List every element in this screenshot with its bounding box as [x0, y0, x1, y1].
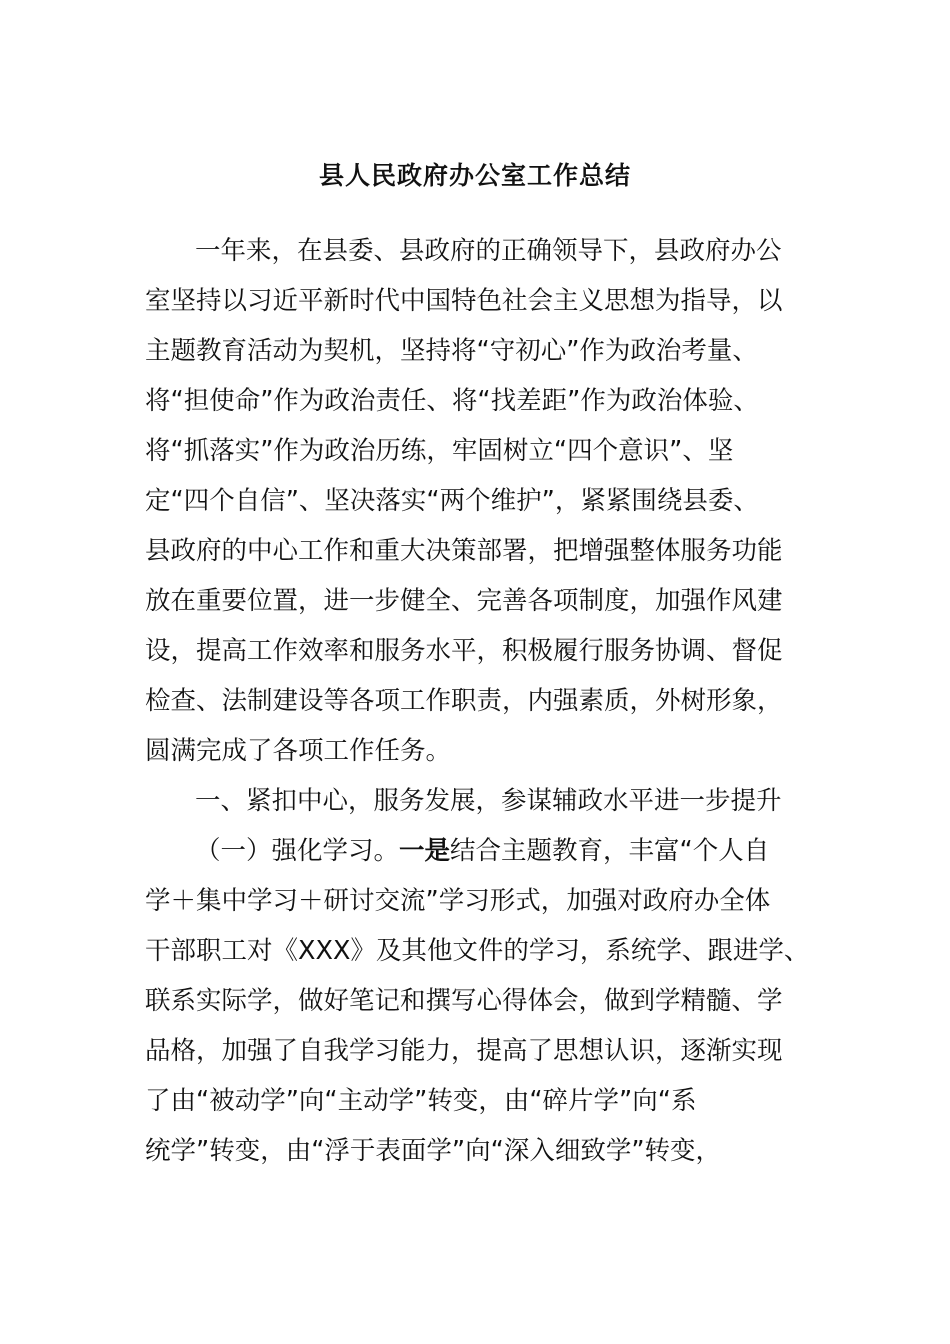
subsection-text: 结合主题教育，丰富“个人自	[450, 836, 770, 866]
subsection-heading: （一）强化学习。	[195, 836, 400, 866]
subsection-line	[195, 831, 895, 871]
paragraph-line: 品格，加强了自我学习能力，提高了思想认识，逐渐实现	[145, 1036, 783, 1066]
paragraph-line: 室坚持以习近平新时代中国特色社会主义思想为指导，以	[145, 286, 783, 316]
paragraph-line: 主题教育活动为契机，坚持将“守初心”作为政治考量、	[145, 336, 758, 366]
paragraph-line: 定“四个自信”、坚决落实“两个维护”，紧紧围绕县委、	[145, 486, 759, 516]
subsection-emphasis: 一是	[399, 836, 451, 866]
paragraph-line: 统学”转变，由“浮于表面学”向“深入细致学”转变，	[145, 1136, 722, 1166]
paragraph-line: 将“担使命”作为政治责任、将“找差距”作为政治体验、	[145, 386, 759, 416]
paragraph-line: 学＋集中学习＋研讨交流”学习形式，加强对政府办全体	[145, 886, 771, 916]
paragraph-line: 一年来，在县委、县政府的正确领导下，县政府办公	[195, 236, 782, 266]
paragraph-line: 联系实际学，做好笔记和撰写心得体会，做到学精髓、学	[145, 986, 783, 1016]
paragraph-line: 干部职工对《XXX》及其他文件的学习，系统学、跟进学、	[145, 936, 810, 966]
paragraph-line: 设，提高工作效率和服务水平，积极履行服务协调、督促	[145, 636, 783, 666]
paragraph-line: 检查、法制建设等各项工作职责，内强素质，外树形象，	[145, 686, 783, 716]
section-heading: 一、紧扣中心，服务发展，参谋辅政水平进一步提升	[195, 786, 782, 816]
paragraph-line: 圆满完成了各项工作任务。	[145, 736, 452, 766]
paragraph-line: 将“抓落实”作为政治历练，牢固树立“四个意识”、坚	[145, 436, 734, 466]
paragraph-line: 放在重要位置，进一步健全、完善各项制度，加强作风建	[145, 586, 783, 616]
paragraph-line: 了由“被动学”向“主动学”转变，由“碎片学”向“系	[145, 1086, 697, 1116]
document-title: 县人民政府办公室工作总结	[318, 161, 631, 190]
paragraph-line: 县政府的中心工作和重大决策部署，把增强整体服务功能	[145, 536, 783, 566]
